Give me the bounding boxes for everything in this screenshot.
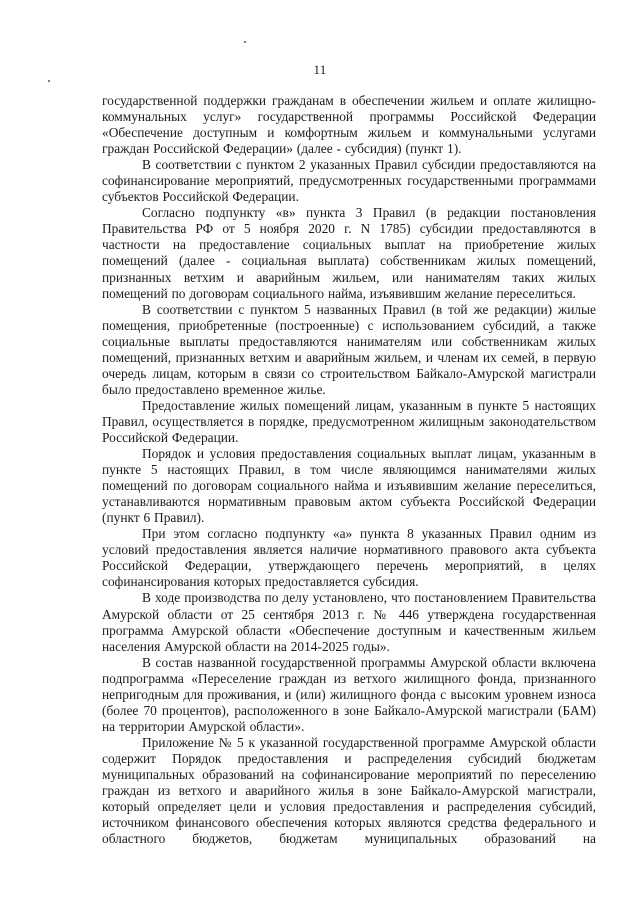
paragraph-8: В ходе производства по делу установлено, что постановлением Правительства Амурской области от 25 сентября 2013 г. № 446 утверждена государственная программа Амурской области «Обеспечение доступным и качественным жильем населения Амурской области на 2014-2025 годы». xyxy=(102,590,596,654)
paragraph-5: Предоставление жилых помещений лицам, указанным в пункте 5 настоящих Правил, осуществляется в порядке, предусмотренном жилищным законодательством Российской Федерации. xyxy=(102,397,596,445)
paragraph-3: Согласно подпункту «в» пункта 3 Правил (в редакции постановления Правительства РФ от 5 ноября 2020 г. N 1785) субсидии предоставляются в частности на предоставление социальных выплат на приобретение жилых помещений (далее - социальная выплата) собственникам жилых помещений, признанных ветхим и аварийным жильем, или нанимателям таких жилых помещений по договорам социального найма, изъявившим желание переселиться. xyxy=(102,205,596,301)
paragraph-7: При этом согласно подпункту «а» пункта 8 указанных Правил одним из условий предоставления является наличие нормативного правового акта субъекта Российской Федерации, утверждающего перечень мероприятий, в целях софинансирования которых предоставляется субсидия. xyxy=(102,526,596,590)
scan-speck xyxy=(48,80,50,82)
paragraph-2: В соответствии с пунктом 2 указанных Правил субсидии предоставляются на софинансирование мероприятий, предусмотренных государственными программами субъектов Российской Федерации. xyxy=(102,157,596,205)
scan-speck xyxy=(244,41,246,43)
paragraph-4: В соответствии с пунктом 5 названных Правил (в той же редакции) жилые помещения, приобретенные (построенные) с использованием субсидий, а также социальные выплаты предоставляются нанимателям или собственникам жилых помещений, признанных ветхим и аварийным жильем, и членам их семей, в первую очередь лицам, которым в связи со строительством Байкало-Амурской магистрали было предоставлено временное жилье. xyxy=(102,301,596,397)
paragraph-10: Приложение № 5 к указанной государственной программе Амурской области содержит Порядок предоставления и распределения субсидий бюджетам муниципальных образований на софинансирование мероприятий по переселению граждан из ветхого и аварийного жилья в зоне Байкало-Амурской магистрали, который определяет цели и условия предоставления и распределения субсидий, источником финансового обеспечения которых являются средства федерального и областного бюджетов, бюджетам муниципальных образований на xyxy=(102,734,596,847)
paragraph-9: В состав названной государственной программы Амурской области включена подпрограмма «Переселение граждан из ветхого жилищного фонда, признанного непригодным для проживания, и (или) жилищного фонда с высоким уровнем износа (более 70 процентов), расположенного в зоне Байкало-Амурской магистрали (БАМ) на территории Амурской области». xyxy=(102,654,596,734)
paragraph-1: государственной поддержки гражданам в обеспечении жильем и оплате жилищно-коммунальных услуг» государственной программы Российской Федерации «Обеспечение доступным и комфортным жильем и коммунальными услугами граждан Российской Федерации» (далее - субсидия) (пункт 1). xyxy=(102,93,596,157)
page-number: 11 xyxy=(313,62,327,77)
paragraph-6: Порядок и условия предоставления социальных выплат лицам, указанным в пункте 5 настоящих Правил, в том числе являющимся нанимателями жилых помещений по договорам социального найма и изъявившим желание переселиться, устанавливаются нормативным правовым актом субъекта Российской Федерации (пункт 6 Правил). xyxy=(102,446,596,526)
document-body xyxy=(102,93,596,847)
